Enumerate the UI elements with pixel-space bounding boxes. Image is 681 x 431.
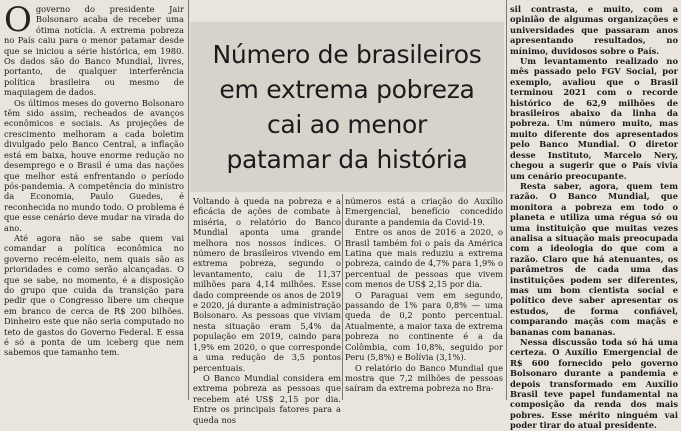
column-rule-2 [506, 0, 507, 400]
column-rule-1 [188, 0, 189, 400]
col4-paragraph-4: Nessa discussão toda só há uma certeza. O Auxílio Emergencial de R$ 600 fornecido pelo governo Bolsonaro durante a pandemia e depois transformado em Auxílio Brasil teve papel fundamental na composição da renda dos mais pobres. Esse mérito ninguém vai poder tirar do atual presidente. [510, 337, 678, 431]
col3-paragraph-3: O Paraguai vem em segundo, passando de 1% para 0,8% — uma queda de 0,2 ponto percentual. Atualmente, a maior taxa de extrema pobreza no continente é a da Colômbia, com 10,8%, seguido por Peru (5,8%) e Bolívia (3,1%). [345, 289, 503, 363]
article-column-2 [193, 196, 341, 425]
col3-paragraph-4: O relatório do Banco Mundial que mostra que 7,2 milhões de pessoas saíram da extrema pobreza no Bra- [345, 362, 503, 394]
col4-paragraph-1: sil contrasta, e muito, com a opinião de algumas organizações e universidades que passaram anos apresentando resultados, no mínimo, duvidosos sobre o País. [510, 4, 678, 56]
col1-paragraph-1: governo do presidente Jair Bolsonaro acaba de receber uma ótima notícia. A extrema pobreza no País caiu para o menor patamar desde que se iniciou a série histórica, em 1980. Os dados são do Banco Mundial, livres, portanto, de qualquer interferência política brasileira ou mesmo de maquiagem de dados. [4, 4, 184, 98]
headline-line-1: Número de brasileiros [212, 40, 482, 69]
col4-paragraph-3: Resta saber, agora, quem tem razão. O Banco Mundial, que monitora a pobreza em todo o planeta e utiliza uma régua só ou uma instituição que muitas vezes analisa a situação mais preocupada com a ideologia do que com a razão. Claro que há atenuantes, os parâmetros de cada uma das instituições podem ser diferentes, mas um bom cientista social e político deve saber apresentar os estudos, de forma confiável, comparando maçãs com maçãs e bananas com bananas. [510, 180, 678, 337]
headline-line-2: em extrema pobreza [219, 75, 475, 104]
article-column-3 [345, 196, 503, 394]
col4-paragraph-2: Um levantamento realizado no mês passado pelo FGV Social, por exemplo, avaliou que o Brasil terminou 2021 com o recorde histórico de 62,9 milhões de brasileiros abaixo da linha da pobreza. Um número muito, mas muito diferente dos apresentados pelo Banco Mundial. O diretor desse Instituto, Marcelo Nery, chegou a sugerir que o País vivia um cenário preocupante. [510, 56, 678, 181]
headline-line-4: patamar da história [226, 145, 468, 174]
column-rule-3 [342, 194, 343, 400]
drop-cap: O [4, 0, 32, 40]
col1-paragraph-2: Os últimos meses do governo Bolsonaro têm sido assim, recheados de avanços econômicos e sociais. As projeções de crescimento melhoram a cada boletim divulgado pelo Banco Central, a inflação está em baixa, houve enorme redução no desemprego e o Brasil é uma das nações que melhor está enfrentando o período pós-pandemia. A competência do ministro da Economia, Paulo Guedes, é reconhecida no mundo todo. O problema é que esse cenário deve mudar na virada do ano. [4, 97, 184, 233]
headline-box [190, 22, 504, 192]
col1-paragraph-3: Até agora não se sabe quem vai comandar a política econômica no governo recém-eleito, nem quais são as prioridades e como serão alcançadas. O que se sabe, no momento, é a disposição do grupo que cuida da transição para pedir que o Congresso libere um cheque em branco de cerca de R$ 200 bilhões. Dinheiro este que não seria computado no teto de gastos do Governo Federal. E essa é só a ponta de um iceberg que nem sabemos que tamanho tem. [4, 232, 184, 358]
col3-paragraph-2: Entre os anos de 2016 a 2020, o Brasil também foi o país da América Latina que mais reduziu a extrema pobreza, caindo de 4,7% para 1,9% o percentual de pessoas que vivem com menos de US$ 2,15 por dia. [345, 227, 503, 290]
col2-paragraph-1: Voltando à queda na pobreza e a eficácia de ações de combate à miséria, o relatório do Banco Mundial aponta uma grande melhora nos nossos índices. O número de brasileiros vivendo em extrema pobreza, segundo o levantamento, caiu de 11,37 milhões para 4,14 milhões. Esse dado compreende os anos de 2019 e 2020, já durante a administração Bolsonaro. As pessoas que viviam nesta situação eram 5,4% da população em 2019, caindo para 1,9% em 2020, o que corresponde a uma redução de 3,5 pontos percentuais. [193, 196, 341, 373]
article-column-1 [4, 0, 184, 358]
col2-paragraph-2: O Banco Mundial considera em extrema pobreza as pessoas que recebem até US$ 2,15 por dia. Entre os principais fatores para a queda nos [193, 372, 341, 425]
article-column-4 [510, 4, 678, 431]
headline [213, 37, 482, 177]
col3-paragraph-1: números está a criação do Auxílio Emergencial, benefício concedido durante a pandemia da Covid-19. [345, 196, 503, 227]
headline-line-3: cai ao menor [266, 110, 428, 139]
